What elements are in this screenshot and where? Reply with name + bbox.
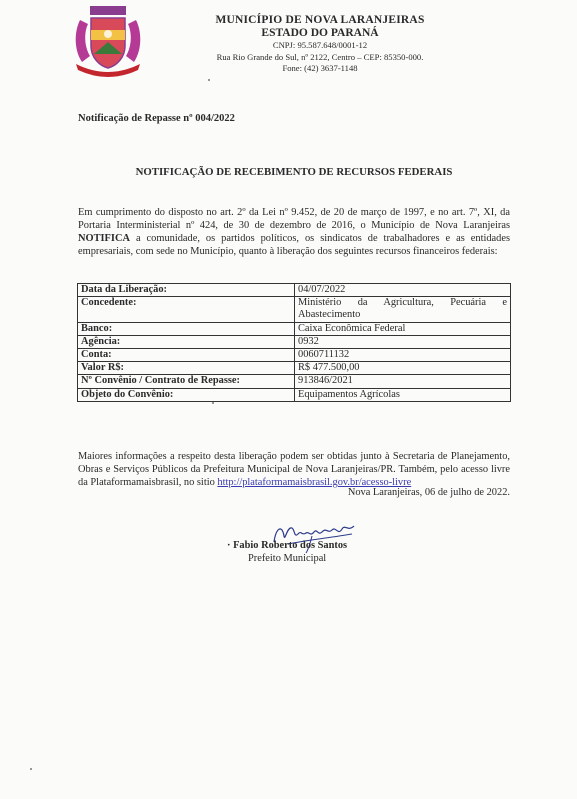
state-name: ESTADO DO PARANÁ [261, 27, 379, 39]
row-label: Data da Liberação: [78, 284, 295, 297]
scan-speck [30, 768, 32, 770]
row-value: 0060711132 [295, 349, 511, 362]
row-label: Objeto do Convênio: [78, 388, 295, 401]
row-label: Concedente: [78, 297, 295, 322]
row-label: Agência: [78, 335, 295, 348]
table-row [78, 349, 511, 362]
municipal-coat-of-arms-icon [70, 6, 146, 78]
intro-text-1: Em cumprimento do disposto no art. 2º da Lei nº 9.452, de 20 de março de 1997, e no art. 7º, XI, da Portaria Interministerial nº 424, de 30 de dezembro de 2016, o Município de Nova Laranjeiras [78, 207, 510, 231]
table-row [78, 375, 511, 388]
scan-speck [212, 402, 214, 404]
row-value: Caixa Econômica Federal [295, 322, 511, 335]
signatory-role: Prefeito Municipal [248, 553, 327, 564]
row-label: Banco: [78, 322, 295, 335]
scan-speck [208, 79, 210, 81]
row-value: 04/07/2022 [295, 284, 511, 297]
place-and-date: Nova Laranjeiras, 06 de julho de 2022. [347, 487, 510, 498]
row-value: Ministério da Agricultura, Pecuária e Abastecimento [295, 297, 511, 322]
row-label: Valor R$: [78, 362, 295, 375]
table-row [78, 322, 511, 335]
signatory-name: · Fabio Roberto dos Santos [227, 540, 348, 551]
table-row [78, 388, 511, 401]
document-title: NOTIFICAÇÃO DE RECEBIMENTO DE RECURSOS FEDERAIS [135, 166, 453, 178]
transfer-details-table [77, 283, 511, 402]
row-label: Nº Convênio / Contrato de Repasse: [78, 375, 295, 388]
row-value: Equipamentos Agrícolas [295, 388, 511, 401]
signatory-name-text: Fabio Roberto dos Santos [233, 540, 348, 551]
table-row [78, 284, 511, 297]
table-row [78, 362, 511, 375]
row-value: 0932 [295, 335, 511, 348]
municipality-name: MUNICÍPIO DE NOVA LARANJEIRAS [215, 14, 425, 26]
info-paragraph [78, 450, 510, 489]
row-value: R$ 477.500,00 [295, 362, 511, 375]
notification-number: Notificação de Repasse nº 004/2022 [78, 113, 235, 124]
table-row [78, 297, 511, 322]
address: Rua Rio Grande do Sul, nº 2122, Centro – CEP: 85350-000. [216, 51, 424, 62]
table-row [78, 335, 511, 348]
info-text: Maiores informações a respeito desta liberação podem ser obtidas junto à Secretaria de Planejamento, Obras e Serviços Públicos da Prefeitura Municipal de Nova Laranjeiras/PR. Também, pelo acesso livre da Plataformamaisbrasil, no sitio [78, 451, 510, 488]
intro-emphasis: NOTIFICA [78, 233, 130, 244]
row-value: 913846/2021 [295, 375, 511, 388]
letterhead [150, 14, 490, 75]
intro-text-2: a comunidade, os partidos políticos, os sindicatos de trabalhadores e as entidades empresariais, com sede no Município, quanto à liberação dos seguintes recursos financeiros federais: [78, 233, 510, 257]
phone: Fone: (42) 3637-1148 [282, 63, 358, 73]
platform-link[interactable]: http://plataformamaisbrasil.gov.br/acesso-livre [217, 477, 412, 488]
cnpj: CNPJ: 95.587.648/0001-12 [272, 40, 368, 50]
intro-paragraph [78, 206, 510, 258]
row-label: Conta: [78, 349, 295, 362]
